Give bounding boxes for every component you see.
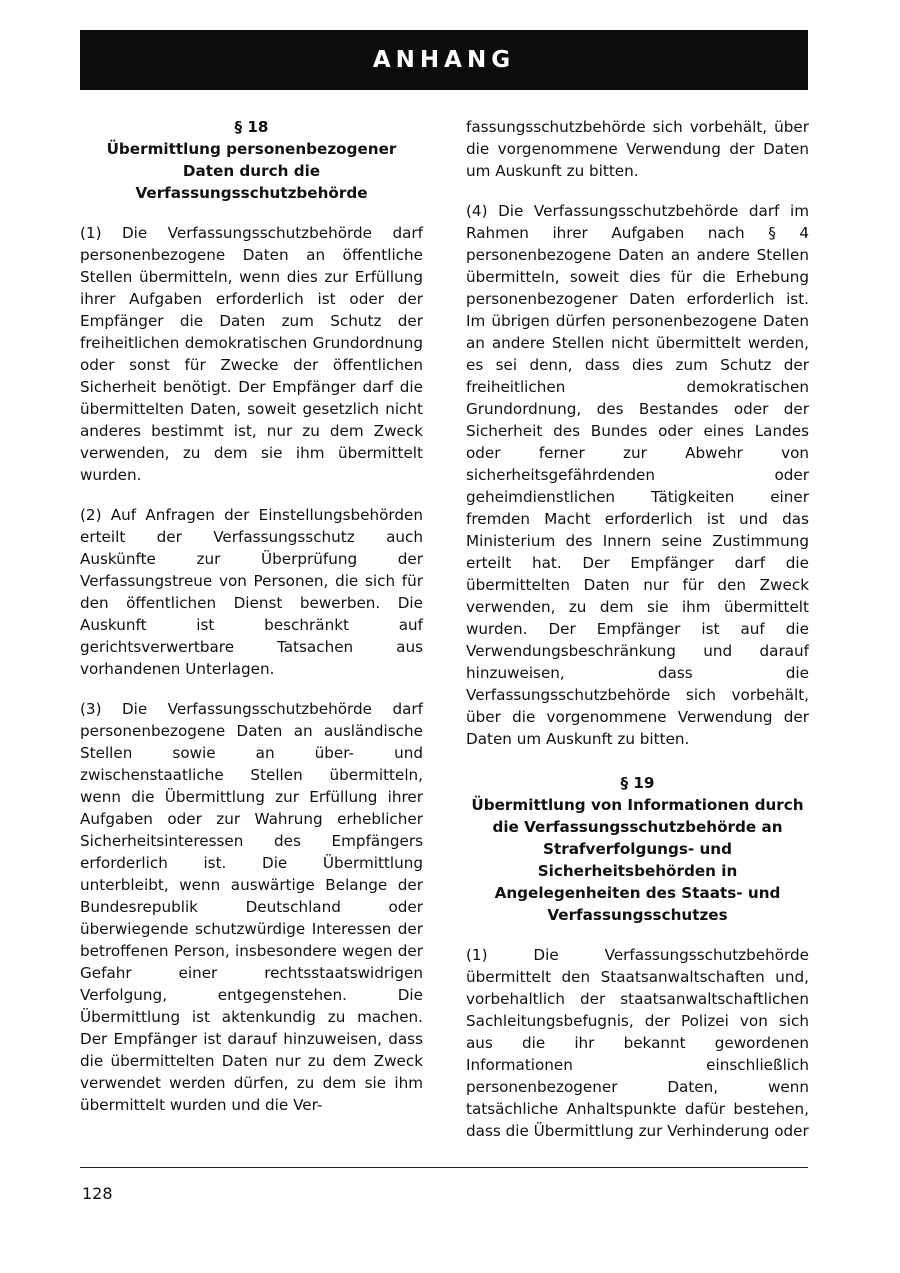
section-18-heading — [80, 116, 423, 204]
section-19-heading — [466, 772, 809, 926]
section-19-paragraph-1: (1) Die Verfassungsschutzbehörde übermittelt den Staatsanwaltschaften und, vorbehaltlich der staatsanwaltschaftlichen Sachleitungsbefugnis, der Polizei von sich aus die ihr bekannt gewordenen Informationen einschließlich personenbezogener Daten, wenn tatsächliche Anhaltspunkte dafür bestehen, dass die Übermittlung zur Verhinderung oder — [466, 946, 809, 1140]
section-18-paragraph-2: (2) Auf Anfragen der Einstellungsbehörden erteilt der Verfassungsschutz auch Auskünfte zur Überprüfung der Verfassungstreue von Personen, die sich für den öffentlichen Dienst bewerben. Die Auskunft ist beschränkt auf gerichtsverwertbare Tatsachen aus vorhandenen Unterlagen. — [80, 506, 423, 678]
section-18-title: Übermittlung personenbezogener Daten durch die Verfassungsschutzbehörde — [106, 140, 397, 202]
appendix-header-bar — [80, 30, 808, 90]
section-18-paragraph-3-continued: fassungsschutzbehörde sich vorbehält, über die vorgenommene Verwendung der Daten um Auskunft zu bitten. — [466, 118, 809, 180]
section-19-number: § 19 — [620, 774, 655, 792]
right-column — [466, 116, 809, 1160]
left-column — [80, 116, 423, 1134]
section-18-paragraph-4: (4) Die Verfassungsschutzbehörde darf im Rahmen ihrer Aufgaben nach § 4 personenbezogene Daten an andere Stellen übermitteln, soweit dies für die Erhebung personenbezogener Daten erforderlich ist. Im übrigen dürfen personenbezogene Daten an andere Stellen nicht übermittelt werden, es sei denn, dass dies zum Schutz der freiheitlichen demokratischen Grundordnung, des Bestandes oder der Sicherheit des Bundes oder eines Landes oder ferner zur Abwehr von sicherheitsgefährdenden oder geheimdienstlichen Tätigkeiten einer fremden Macht erforderlich ist und das Ministerium des Innern seine Zustimmung erteilt hat. Der Empfänger darf die übermittelten Daten nur für den Zweck verwenden, zu dem sie ihm übermittelt wurden. Der Empfänger ist auf die Verwendungsbeschränkung und darauf hinzuweisen, dass die Verfassungsschutzbehörde sich vorbehält, über die vorgenommene Verwendung der Daten um Auskunft zu bitten. — [466, 202, 809, 748]
footer-divider — [80, 1167, 808, 1168]
page-number: 128 — [82, 1184, 113, 1203]
section-18-paragraph-3: (3) Die Verfassungsschutzbehörde darf personenbezogene Daten an ausländische Stellen sowie an über- und zwischenstaatliche Stellen übermitteln, wenn die Übermittlung zur Erfüllung ihrer Aufgaben oder zur Wahrung erheblicher Sicherheitsinteressen des Empfängers erforderlich ist. Die Übermittlung unterbleibt, wenn auswärtige Belange der Bundesrepublik Deutschland oder überwiegende schutzwürdige Interessen der betroffenen Person, insbesondere wegen der Gefahr einer rechtsstaatswidrigen Verfolgung, entgegenstehen. Die Übermittlung ist aktenkundig zu machen. Der Empfänger ist darauf hinzuweisen, dass die übermittelten Daten nur zu dem Zweck verwendet werden dürfen, zu dem sie ihm übermittelt wurden und die Ver- — [80, 700, 423, 1114]
section-18-paragraph-1: (1) Die Verfassungsschutzbehörde darf personenbezogene Daten an öffentliche Stellen übermitteln, wenn dies zur Erfüllung ihrer Aufgaben erforderlich ist oder der Empfänger die Daten zum Schutz der freiheitlichen demokratischen Grundordnung oder sonst für Zwecke der öffentlichen Sicherheit benötigt. Der Empfänger darf die übermittelten Daten, soweit gesetzlich nicht anderes bestimmt ist, nur zu dem Zweck verwenden, zu dem sie ihm übermittelt wurden. — [80, 224, 423, 484]
section-18-number: § 18 — [234, 118, 269, 136]
appendix-title: ANHANG — [372, 47, 516, 73]
section-19-title: Übermittlung von Informationen durch die Verfassungsschutzbehörde an Strafverfolgungs- und Sicherheitsbehörden in Angelegenheiten des Staats- und Verfassungsschutzes — [471, 796, 804, 924]
